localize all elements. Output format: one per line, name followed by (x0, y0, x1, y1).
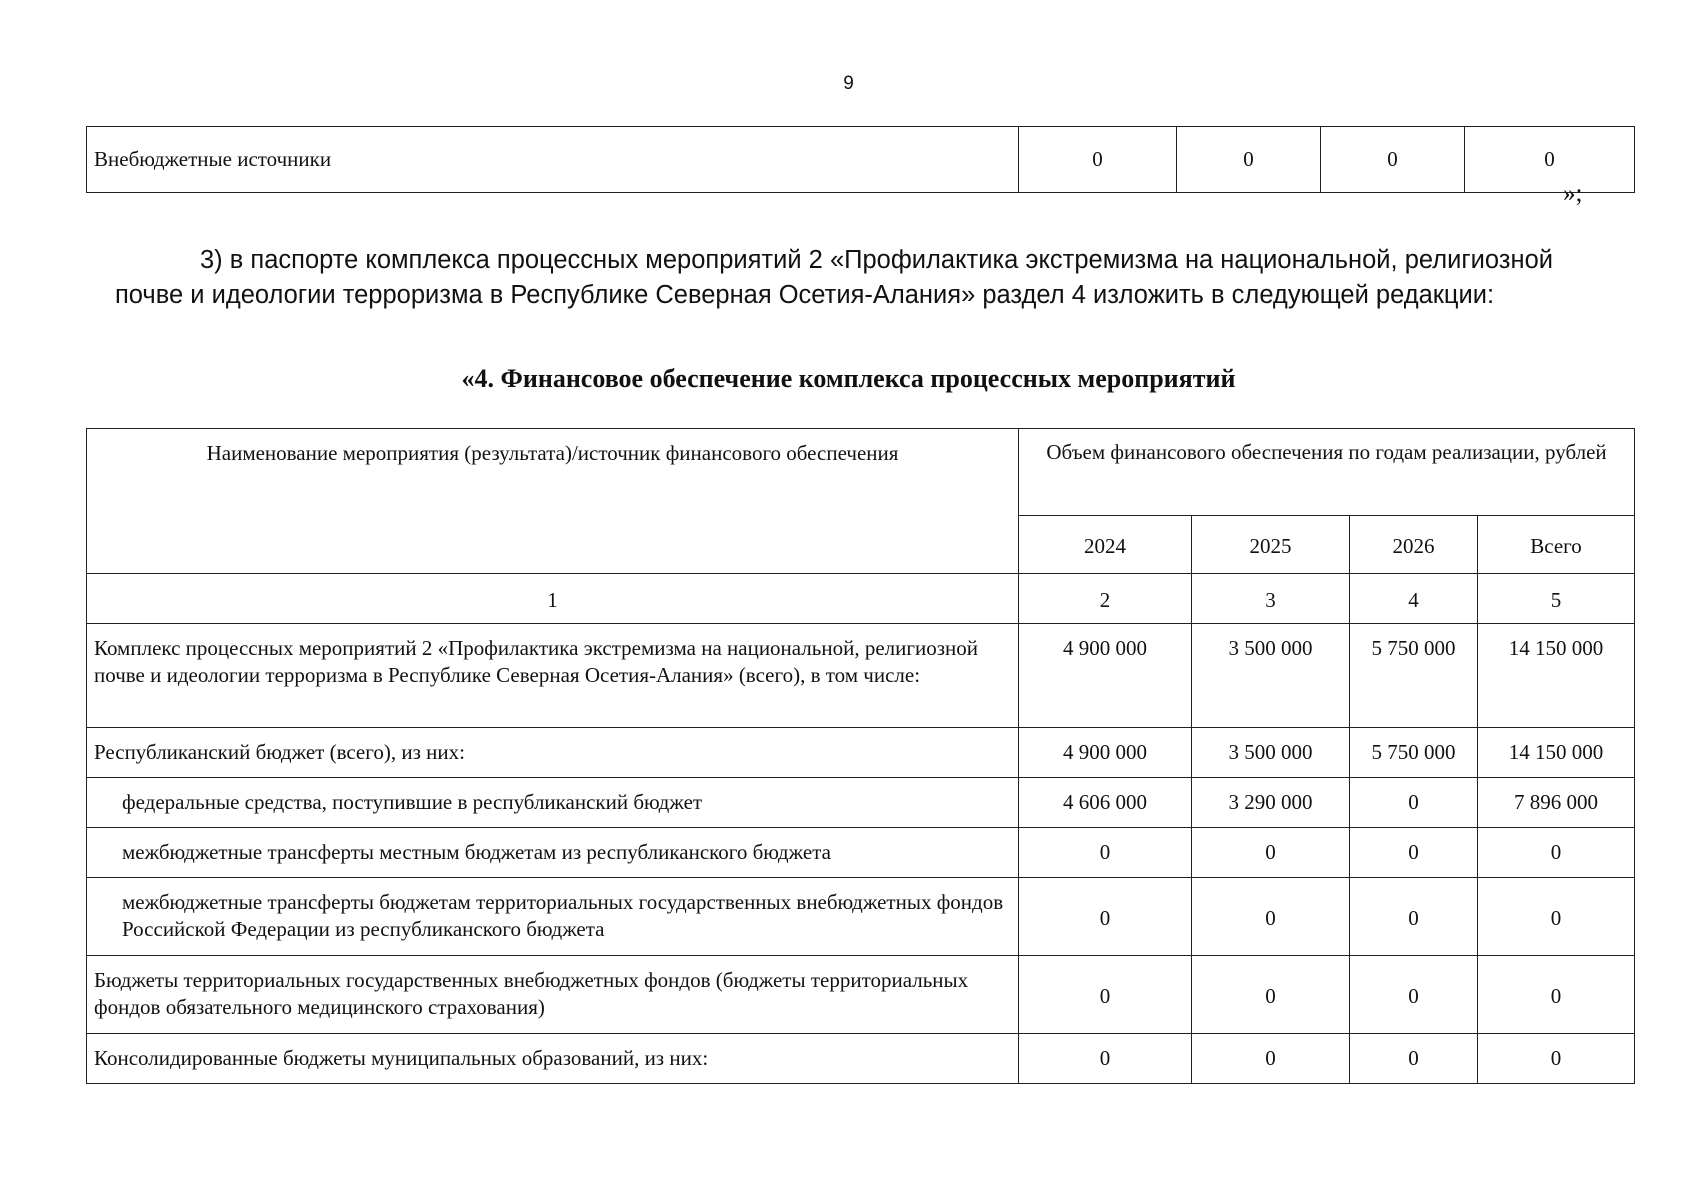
column-number: 2 (1019, 574, 1192, 624)
value-cell: 5 750 000 (1350, 728, 1478, 778)
year-2024: 2024 (1019, 516, 1192, 574)
table-row (87, 956, 1635, 1034)
value-cell: 0 (1350, 828, 1478, 878)
value-cell: 0 (1350, 778, 1478, 828)
table-row (87, 127, 1635, 193)
row-label: межбюджетные трансферты местным бюджетам из республиканского бюджета (87, 828, 1019, 878)
year-total: Всего (1478, 516, 1635, 574)
section-title: «4. Финансовое обеспечение комплекса процессных мероприятий (461, 364, 1236, 393)
value-cell: 0 (1321, 127, 1465, 193)
table-row (87, 1034, 1635, 1084)
value-cell: 0 (1019, 828, 1192, 878)
column-number: 4 (1350, 574, 1478, 624)
value-cell: 4 606 000 (1019, 778, 1192, 828)
value-cell: 0 (1019, 127, 1177, 193)
table-row (87, 778, 1635, 828)
value-cell: 0 (1192, 1034, 1350, 1084)
header-name: Наименование мероприятия (результата)/источник финансового обеспечения (87, 429, 1019, 574)
table-row (87, 828, 1635, 878)
value-cell: 7 896 000 (1478, 778, 1635, 828)
year-2025: 2025 (1192, 516, 1350, 574)
page-number: 9 (843, 73, 854, 94)
value-cell: 0 (1019, 878, 1192, 956)
year-2026: 2026 (1350, 516, 1478, 574)
column-number: 5 (1478, 574, 1635, 624)
value-cell: 14 150 000 (1478, 624, 1635, 728)
value-cell: 0 (1478, 828, 1635, 878)
column-numbers-row (87, 574, 1635, 624)
value-cell: 0 (1192, 878, 1350, 956)
value-cell: 0 (1465, 127, 1635, 193)
value-cell: 14 150 000 (1478, 728, 1635, 778)
value-cell: 3 500 000 (1192, 624, 1350, 728)
value-cell: 0 (1350, 878, 1478, 956)
value-cell: 3 500 000 (1192, 728, 1350, 778)
top-table (86, 126, 1635, 193)
value-cell: 0 (1478, 1034, 1635, 1084)
closing-quote: »; (1563, 180, 1583, 207)
row-label: Внебюджетные источники (87, 127, 1019, 193)
value-cell: 0 (1350, 956, 1478, 1034)
value-cell: 0 (1019, 1034, 1192, 1084)
value-cell: 0 (1478, 956, 1635, 1034)
row-label: Комплекс процессных мероприятий 2 «Профилактика экстремизма на национальной, религиозной почве и идеологии терроризма в Республике Северная Осетия-Алания» (всего), в том числе: (87, 624, 1019, 728)
value-cell: 0 (1192, 956, 1350, 1034)
value-cell: 5 750 000 (1350, 624, 1478, 728)
table-row (87, 624, 1635, 728)
value-cell: 0 (1478, 878, 1635, 956)
value-cell: 0 (1350, 1034, 1478, 1084)
row-label: Бюджеты территориальных государственных внебюджетных фондов (бюджеты территориальных фондов обязательного медицинского страхования) (87, 956, 1019, 1034)
row-label: Консолидированные бюджеты муниципальных образований, из них: (87, 1034, 1019, 1084)
value-cell: 4 900 000 (1019, 728, 1192, 778)
table-row (87, 878, 1635, 956)
column-number: 3 (1192, 574, 1350, 624)
row-label: межбюджетные трансферты бюджетам территориальных государственных внебюджетных фондов Российской Федерации из республиканского бюджета (87, 878, 1019, 956)
financing-table (86, 428, 1635, 1084)
value-cell: 0 (1192, 828, 1350, 878)
value-cell: 3 290 000 (1192, 778, 1350, 828)
header-row (87, 429, 1635, 516)
header-volume: Объем финансового обеспечения по годам реализации, рублей (1019, 429, 1635, 516)
value-cell: 0 (1177, 127, 1321, 193)
value-cell: 0 (1019, 956, 1192, 1034)
row-label: федеральные средства, поступившие в республиканский бюджет (87, 778, 1019, 828)
row-label: Республиканский бюджет (всего), из них: (87, 728, 1019, 778)
table-row (87, 728, 1635, 778)
column-number: 1 (87, 574, 1019, 624)
value-cell: 4 900 000 (1019, 624, 1192, 728)
body-paragraph: 3) в паспорте комплекса процессных мероприятий 2 «Профилактика экстремизма на национальной, религиозной почве и идеологии терроризма в Республике Северная Осетия-Алания» раздел 4 изложить в следующей редакции: (115, 246, 1553, 309)
